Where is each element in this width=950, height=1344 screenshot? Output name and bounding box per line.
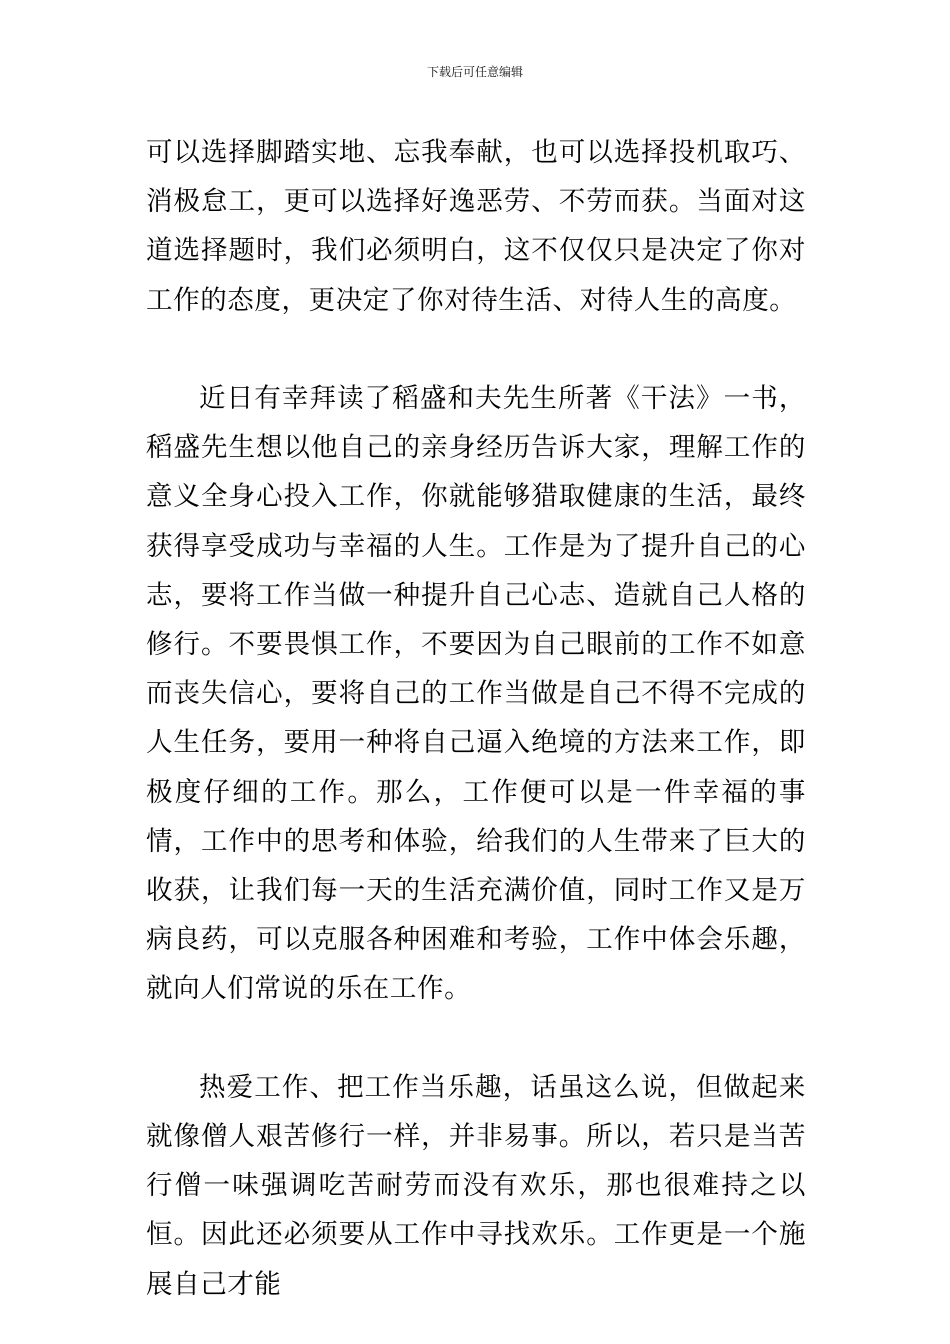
page-header-note: 下载后可任意编辑 — [426, 65, 523, 79]
paragraph-3: 热爱工作、把工作当乐趣，话虽这么说，但做起来就像僧人艰苦修行一样，并非易事。所以，若只是当苦行僧一味强调吃苦耐劳而没有欢乐，那也很难持之以恒。因此还必须要从工作中寻找欢乐。工作更是一个施展自己才能 — [146, 1071, 806, 1300]
paragraph-1: 可以选择脚踏实地、忘我奉献，也可以选择投机取巧、消极怠工，更可以选择好逸恶劳、不劳而获。当面对这道选择题时，我们必须明白，这不仅仅只是决定了你对工作的态度，更决定了你对待生活、对待人生的高度。 — [146, 137, 806, 316]
paragraph-2: 近日有幸拜读了稻盛和夫先生所著《干法》一书，稻盛先生想以他自己的亲身经历告诉大家，理解工作的意义全身心投入工作，你就能够猎取健康的生活，最终获得享受成功与幸福的人生。工作是为了提升自己的心志，要将工作当做一种提升自己心志、造就自己人格的修行。不要畏惧工作，不要因为自己眼前的工作不如意而丧失信心，要将自己的工作当做是自己不得不完成的人生任务，要用一种将自己逼入绝境的方法来工作，即极度仔细的工作。那么，工作便可以是一件幸福的事情，工作中的思考和体验，给我们的人生带来了巨大的收获，让我们每一天的生活充满价值，同时工作又是万病良药，可以克服各种困难和考验，工作中体会乐趣，就向人们常说的乐在工作。 — [146, 383, 806, 1005]
document-body — [146, 128, 806, 1309]
